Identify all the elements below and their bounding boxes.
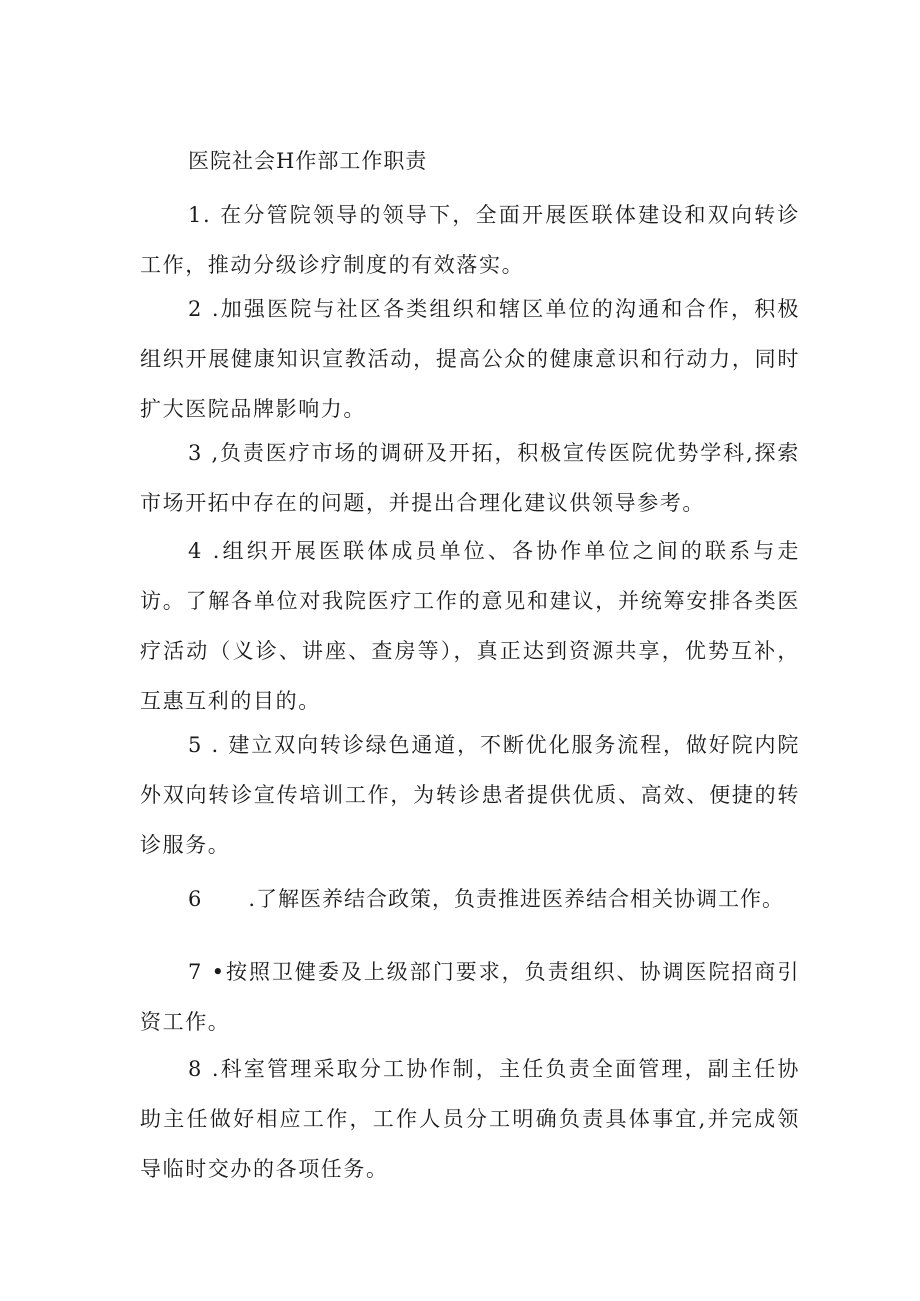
duty-item-6 xyxy=(140,874,800,924)
duty-item-7: 7 •按照卫健委及上级部门要求，负责组织、协调医院招商引资工作。 xyxy=(140,960,800,1034)
page-title: 医院社会H作部工作职责 xyxy=(188,149,428,173)
duty-item-4: 4 .组织开展医联体成员单位、各协作单位之间的联系与走访。了解各单位对我院医疗工作的意见和建议，并统筹安排各类医疗活动（义诊、讲座、查房等），真正达到资源共享，优势互补，互惠互利的目的。 xyxy=(140,539,800,713)
duty-item-3: 3 ,负责医疗市场的调研及开拓，积极宣传医院优势学科,探索市场开拓中存在的问题，并提出合理化建议供领导参考。 xyxy=(140,441,800,515)
duty-item-6-text: .了解医养结合政策，负责推进医养结合相关协调工作。 xyxy=(248,887,785,911)
duty-item-5: 5 . 建立双向转诊绿色通道，不断优化服务流程，做好院内院外双向转诊宣传培训工作，为转诊患者提供优质、高效、便捷的转诊服务。 xyxy=(140,733,800,857)
duty-item-1: 1. 在分管院领导的领导下，全面开展医联体建设和双向转诊工作，推动分级诊疗制度的有效落实。 xyxy=(140,203,800,277)
duty-item-6-number: 6 xyxy=(188,887,203,911)
duty-item-2: 2 .加强医院与社区各类组织和辖区单位的沟通和合作，积极组织开展健康知识宣教活动，提高公众的健康意识和行动力，同时扩大医院品牌影响力。 xyxy=(140,297,800,421)
duty-item-8: 8 .科室管理采取分工协作制，主任负责全面管理，副主任协助主任做好相应工作，工作人员分工明确负责具体事宜,并完成领导临时交办的各项任务。 xyxy=(140,1057,800,1181)
